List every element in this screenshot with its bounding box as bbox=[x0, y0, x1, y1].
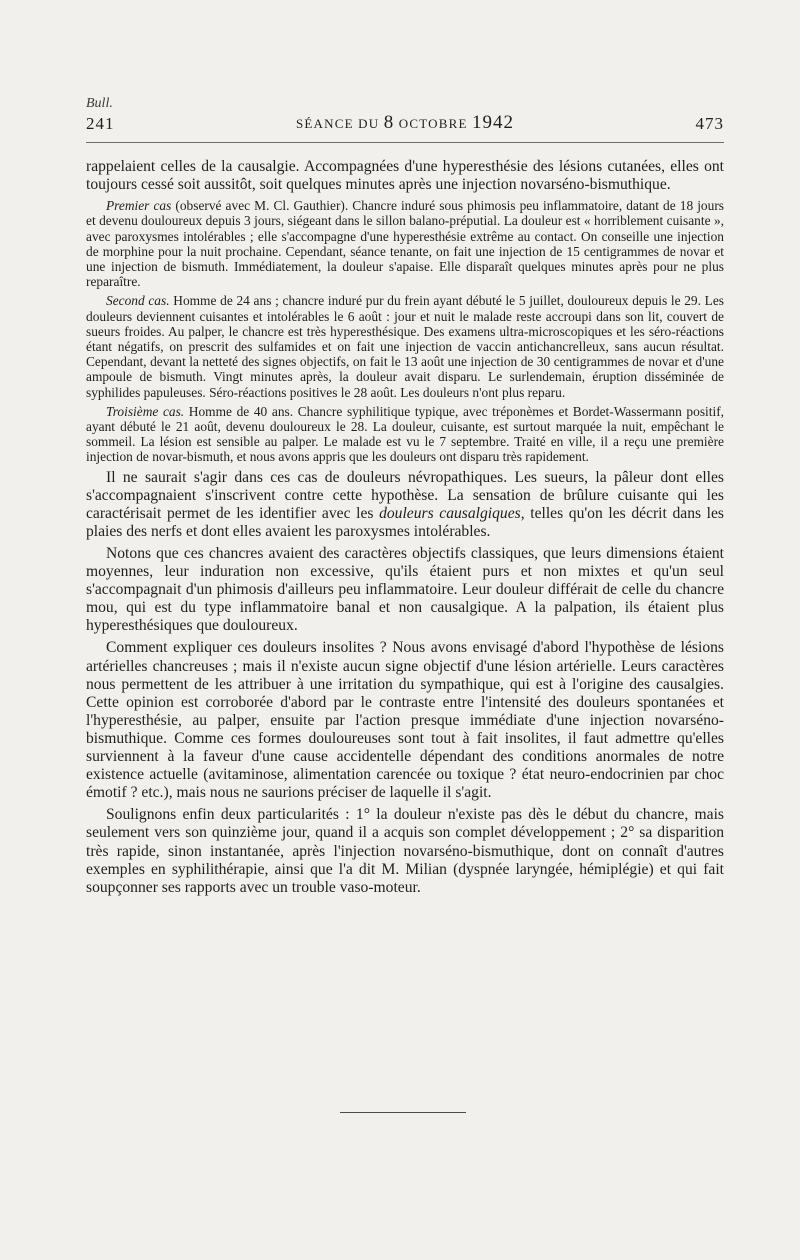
paragraph-neuropathic bbox=[86, 469, 724, 541]
folio-left: 241 bbox=[86, 114, 115, 133]
case-second-lead: Second cas. bbox=[106, 293, 170, 309]
case-third bbox=[86, 404, 724, 465]
case-first bbox=[86, 198, 724, 289]
discussion bbox=[86, 469, 724, 897]
page-header bbox=[86, 112, 724, 143]
paragraph-explanation: Comment expliquer ces douleurs insolites ? Nous avons envisagé d'abord l'hypothèse de lésions artérielles chancreuses ; mais il n'existe aucun signe objectif d'une lésion artérielle. Leurs caractères nous permettent de les attribuer à une irritation du sympathique, qui est à l'origine des causalgies. Cette opinion est corroborée d'abord par le contraste entre l'intensité des douleurs spontanées et l'hyperesthésie, au palper, ensuite par l'action presque immédiate d'une injection novarséno-bismuthique. Comme ces formes douloureuses sont tout à fait insolites, il faut admettre qu'elles surviennent à la faveur d'une cause accidentelle dépendant des conditions anormales de notre existence actuelle (avitaminose, alimentation carencée ou toxique ? état neuro-endocrinien par choc émotif ? etc.), mais nous ne saurions préciser de laquelle il s'agit. bbox=[86, 639, 724, 802]
running-head-year: 1942 bbox=[472, 112, 515, 133]
paragraph-particularities: Soulignons enfin deux particularités : 1° la douleur n'existe pas dès le début du chancre, mais seulement vers son quinzième jour, quand il a acquis son complet développement ; 2° sa disparition très rapide, sinon instantanée, après l'injection novarséno-bismuthique, dont on connaît d'autres exemples en syphilithérapie, ainsi que l'a dit M. Milian (dyspnée laryngée, hémiplégie) et qui fait soupçonner ses rapports avec un trouble vaso-moteur. bbox=[86, 806, 724, 896]
page-number: 473 bbox=[695, 114, 724, 133]
paragraph-neuropathic-term: douleurs causalgiques bbox=[379, 504, 521, 522]
article-body bbox=[86, 158, 724, 901]
running-head-day: 8 bbox=[383, 112, 395, 133]
case-reports bbox=[86, 198, 724, 464]
case-second-text: Homme de 24 ans ; chancre induré pur du frein ayant débuté le 5 juillet, douloureux depuis le 29. Les douleurs deviennent cuisantes et intolérables le 6 août : jour et nuit le malade reste accroupi dans son lit, couvert de sueurs froides. Au palper, le chancre est très hyperesthésique. Des examens ultra-microscopiques et les séro-réactions étant négatifs, on prescrit des sulfamides et on fait une injection de vaccin antichancrelleux, sans aucun résultat. Cependant, devant la netteté des signes objectifs, on fait le 13 août une injection de 30 centigrammes de novar et d'une ampoule de bismuth. Vingt minutes après, la douleur avait disparu. Le surlendemain, éruption disséminée de syphilides papuleuses. Séro-réactions positives le 28 août. Les douleurs n'ont plus reparu. bbox=[86, 293, 724, 400]
running-head bbox=[86, 112, 724, 134]
case-first-lead: Premier cas bbox=[106, 198, 172, 214]
continuation-block bbox=[86, 158, 724, 194]
running-head-month: OCTOBRE bbox=[394, 116, 473, 131]
case-first-text: (observé avec M. Cl. Gauthier). Chancre induré sous phimosis peu inflammatoire, datant de 18 jours et devenu douloureux depuis 3 jours, siégeant dans le sillon balano-préputial. La douleur est « horriblement cuisante », avec paroxysmes intolérables ; elle s'accompagne d'une hyperesthésie extrême au contact. On conseille une injection de morphine pour la nuit prochaine. Cependant, séance tenante, on fait une injection de 15 centigrammes de novar et une injection de bismuth. Immédiatement, la douleur s'apaise. Elle disparaît quelques minutes après pour ne plus reparaître. bbox=[86, 198, 724, 290]
case-third-text: Homme de 40 ans. Chancre syphilitique typique, avec tréponèmes et Bordet-Wassermann positif, ayant débuté le 21 août, devenu douloureux le 28. La douleur, cuisante, est surtout marquée la nuit, empêchant le sommeil. La lésion est sensible au palper. Le malade est vu le 7 septembre. Traité en ville, il a reçu une première injection de novar-bismuth, et nous avons appris que les douleurs ont disparu très rapidement. bbox=[86, 403, 724, 465]
margin-annotation: Bull. bbox=[86, 96, 113, 111]
end-rule bbox=[340, 1112, 466, 1113]
paragraph-continuation: rappelaient celles de la causalgie. Accompagnées d'une hyperesthésie des lésions cutanées, elles ont toujours cessé soit aussitôt, soit quelques minutes après une injection novarséno-bismuthique. bbox=[86, 158, 724, 194]
running-head-prefix: SÉANCE DU bbox=[295, 116, 384, 131]
paragraph-neuropathic-a: Il ne saurait s'agir dans ces cas de douleurs névropathiques. Les sueurs, la pâleur dont elles s'accompagnaient s'inscrivent contre cette hypothèse. La sensation de brûlure cuisante qui les caractérisait permet de les identifier avec les bbox=[86, 468, 724, 522]
paragraph-neuropathic-b: , telles qu'on les décrit dans les plaies des nerfs et dont elles avaient les paroxysmes intolérables. bbox=[86, 504, 725, 540]
case-second bbox=[86, 293, 724, 399]
case-third-lead: Troisième cas. bbox=[106, 403, 185, 419]
paragraph-characteristics: Notons que ces chancres avaient des caractères objectifs classiques, que leurs dimensions étaient moyennes, leur induration non excessive, qu'ils étaient purs et non mixtes et qu'un seul s'accompagnait d'un phimosis d'ailleurs peu inflammatoire. Leur douleur différait de celle du chancre mou, qui est du type inflammatoire banal et non causalgique. A la palpation, ils étaient plus hyperesthésiques que douloureux. bbox=[86, 545, 724, 635]
